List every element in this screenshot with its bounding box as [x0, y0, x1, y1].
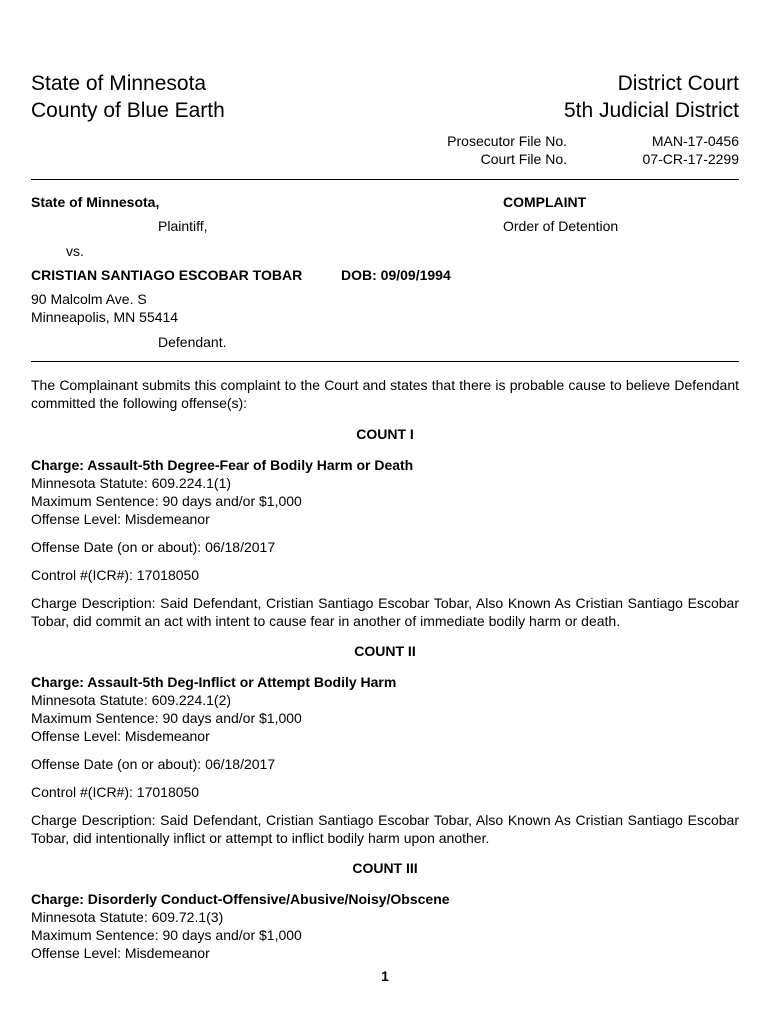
statute-line: Minnesota Statute: 609.224.1(1): [31, 475, 232, 491]
county-heading: County of Blue Earth: [31, 99, 225, 122]
count-heading: COUNT I: [356, 426, 414, 442]
defendant-address-line2: Minneapolis, MN 55414: [31, 309, 179, 325]
defendant-label: Defendant.: [158, 334, 227, 350]
charge-description: Charge Description: Said Defendant, Cristian Santiago Escobar Tobar, Also Known As Cristian Santiago Escobar Tobar, did commit an act with intent to cause fear in another of immediate bodily harm or death.: [31, 595, 739, 629]
sentence-line: Maximum Sentence: 90 days and/or $1,000: [31, 710, 302, 726]
caption-divider: [31, 361, 739, 362]
intro-paragraph: The Complainant submits this complaint to the Court and states that there is probable cause to believe Defendant committed the following offense(s):: [31, 377, 739, 411]
offense-level-line: Offense Level: Misdemeanor: [31, 728, 210, 744]
state-heading: State of Minnesota: [31, 72, 207, 95]
count-heading: COUNT II: [354, 643, 416, 659]
prosecutor-file-label: Prosecutor File No.: [447, 133, 567, 149]
defendant-name: CRISTIAN SANTIAGO ESCOBAR TOBAR: [31, 267, 303, 283]
court-file-number: 07-CR-17-2299: [642, 151, 739, 167]
versus-label: vs.: [66, 243, 84, 259]
statute-line: Minnesota Statute: 609.72.1(3): [31, 909, 224, 925]
control-number-line: Control #(ICR#): 17018050: [31, 784, 200, 800]
plaintiff-name: State of Minnesota,: [31, 194, 160, 210]
page-number: 1: [381, 968, 389, 984]
header-divider: [31, 179, 739, 180]
document-subtype: Order of Detention: [503, 218, 619, 234]
sentence-line: Maximum Sentence: 90 days and/or $1,000: [31, 493, 302, 509]
district-heading: 5th Judicial District: [563, 99, 739, 122]
count-heading: COUNT III: [352, 860, 418, 876]
offense-level-line: Offense Level: Misdemeanor: [31, 945, 210, 961]
charge-title: Charge: Assault-5th Deg-Inflict or Attempt Bodily Harm: [31, 674, 397, 690]
document-type: COMPLAINT: [503, 194, 587, 210]
count-details: [31, 456, 739, 528]
offense-date-line: Offense Date (on or about): 06/18/2017: [31, 756, 276, 772]
charge-description: Charge Description: Said Defendant, Cristian Santiago Escobar Tobar, Also Known As Cristian Santiago Escobar Tobar, did intentionally inflict or attempt to inflict bodily harm upon another.: [31, 812, 739, 846]
prosecutor-file-number: MAN-17-0456: [651, 133, 739, 149]
charge-title: Charge: Assault-5th Degree-Fear of Bodily Harm or Death: [31, 457, 414, 473]
plaintiff-label: Plaintiff,: [158, 218, 208, 234]
court-heading: District Court: [617, 72, 739, 95]
count-details: [31, 673, 739, 745]
count-details: [31, 890, 739, 962]
defendant-dob: DOB: 09/09/1994: [341, 267, 451, 283]
sentence-line: Maximum Sentence: 90 days and/or $1,000: [31, 927, 302, 943]
statute-line: Minnesota Statute: 609.224.1(2): [31, 692, 232, 708]
offense-level-line: Offense Level: Misdemeanor: [31, 511, 210, 527]
control-number-line: Control #(ICR#): 17018050: [31, 567, 200, 583]
defendant-address-line1: 90 Malcolm Ave. S: [31, 291, 147, 307]
charge-title: Charge: Disorderly Conduct-Offensive/Abusive/Noisy/Obscene: [31, 891, 450, 907]
court-file-label: Court File No.: [480, 151, 567, 167]
offense-date-line: Offense Date (on or about): 06/18/2017: [31, 539, 276, 555]
